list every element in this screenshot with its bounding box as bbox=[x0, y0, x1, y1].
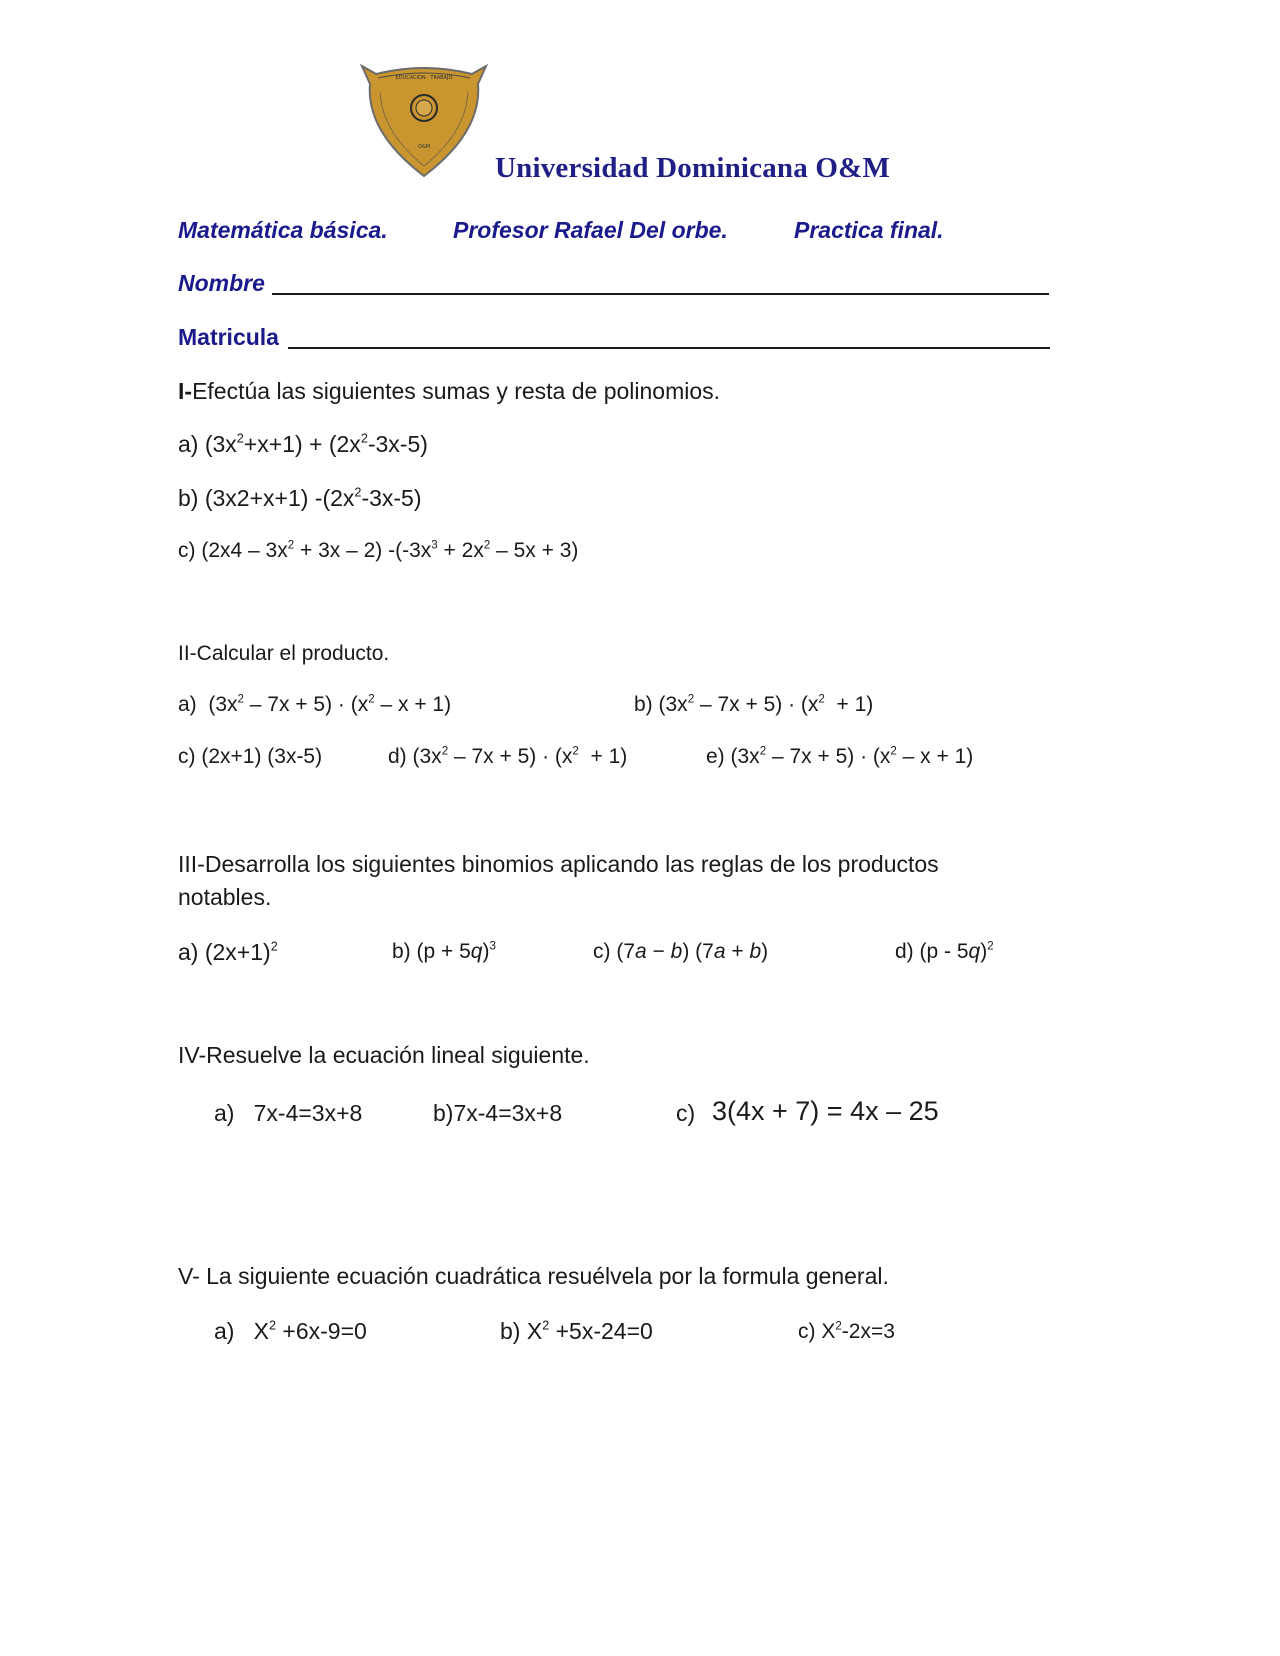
s4-item-a: a) 7x-4=3x+8 bbox=[214, 1100, 363, 1126]
s2-item-e: e) $(3x^2 - 7x + 5) \cdot (x^2 - x + 1)$ bbox=[706, 745, 974, 768]
s3-item-d: d) (p - 5q)$^2$ bbox=[895, 940, 994, 963]
s2-item-b: b) $(3x^2 - 7x + 5) \cdot (x^2 + 1)$ bbox=[634, 693, 874, 716]
s4-item-c-label: c) bbox=[676, 1100, 696, 1126]
svg-text:EDUCACION · TRABAJO: EDUCACION · TRABAJO bbox=[395, 75, 453, 81]
university-name: Universidad Dominicana O&M bbox=[495, 152, 891, 184]
s4-item-c: 3(4x + 7) = 4x – 25 bbox=[712, 1096, 939, 1126]
s2-item-d: d) $(3x^2 - 7x + 5) \cdot (x^2 + 1)$ bbox=[388, 745, 628, 768]
s5-item-a: a) $X^2 +6x-9=0$ bbox=[214, 1318, 367, 1344]
s4-item-b: b)7x-4=3x+8 bbox=[433, 1100, 563, 1126]
section-5-title: V- La siguiente ecuación cuadrática resuélvela por la formula general. bbox=[178, 1263, 889, 1289]
s3-item-b: b) $(p + 5q)^3$ bbox=[392, 940, 496, 963]
s5-item-b: b) $X^2 +5x-24=0$ bbox=[500, 1318, 653, 1344]
section-3-title-line-2: notables. bbox=[178, 884, 272, 910]
section-2-title: II-Calcular el producto. bbox=[178, 642, 390, 665]
s2-item-a: a) $(3x^2 - 7x + 5) \cdot (x^2 - x + 1)$ bbox=[178, 693, 452, 716]
s2-item-c: c) (2x+1) (3x-5) bbox=[178, 745, 323, 768]
id-underline bbox=[288, 347, 1050, 349]
section-1-title: I-Efectúa las siguientes sumas y resta de polinomios. bbox=[178, 378, 721, 404]
exam-title: Practica final. bbox=[794, 217, 944, 243]
s1-item-a: a) $(3x^2+x+1) + (2x^2-3x-5)$ bbox=[178, 431, 428, 457]
s1-item-c: c) $(2x4 - 3x^2 + 3x - 2)$ $-(-3x^3 + 2x^2 - 5x + 3)$ bbox=[178, 539, 579, 562]
university-crest-logo bbox=[360, 62, 488, 180]
section-3-title-line-1: III-Desarrolla los siguientes binomios aplicando las reglas de los productos bbox=[178, 851, 939, 877]
s1-item-b: b) (3x2+x+1) $-(2x^2-3x-5)$ bbox=[178, 485, 422, 511]
name-underline bbox=[272, 293, 1049, 295]
course-name: Matemática básica. bbox=[178, 217, 388, 243]
professor-name: Profesor Rafael Del orbe. bbox=[453, 217, 728, 243]
s3-item-a: a) $(2x+1)^2$ bbox=[178, 939, 278, 965]
id-field-label: Matricula bbox=[178, 324, 279, 350]
s3-item-c: c) (7a − b) (7a + b) bbox=[593, 940, 769, 963]
name-field-label: Nombre bbox=[178, 270, 265, 296]
svg-text:O&M: O&M bbox=[417, 144, 431, 150]
s5-item-c: c) $X^2-2x=3$ bbox=[798, 1320, 895, 1343]
section-4-title: IV-Resuelve la ecuación lineal siguiente. bbox=[178, 1042, 590, 1068]
